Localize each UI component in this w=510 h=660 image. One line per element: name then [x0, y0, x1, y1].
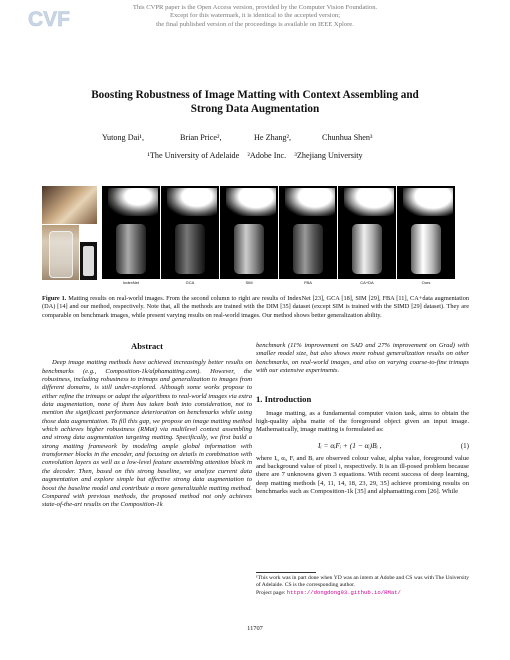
figure-caption — [42, 295, 469, 320]
open-access-banner — [0, 4, 510, 29]
abstract-section — [42, 342, 252, 510]
title-line: Boosting Robustness of Image Matting with Context Assembling and — [91, 89, 419, 101]
caption-label: Figure 1. — [42, 295, 67, 302]
footnote — [256, 575, 469, 597]
intro-paragraph: where Iᵢ, αᵢ, Fᵢ and Bᵢ are observed colour value, alpha value, foreground value and background value of pixel i, respectively. It is an ill-posed problem because there are 7 unknowns given 3 equations. With recent success of deep learning, deep matting methods [4, 11, 14, 18, 23, 29, 35] achieve promising results on benchmarks such as Composition-1k [35] and alphamatting.com [26]. While — [256, 454, 469, 496]
input-photo-hair — [42, 186, 97, 224]
introduction-heading: 1. Introduction — [256, 394, 312, 405]
affiliations: ¹The University of Adelaide ²Adobe Inc. ³Zhejiang University — [147, 151, 363, 160]
figure-1 — [42, 186, 469, 286]
figure-column-label: SIM — [245, 280, 253, 285]
result-ours — [397, 186, 455, 279]
result-indexnet — [102, 186, 160, 279]
figure-column-label: GCA — [185, 280, 195, 285]
figure-column-label: FBA — [304, 280, 312, 285]
banner-line: the final published version of the proceedings is available on IEEE Xplore. — [156, 20, 354, 28]
input-trimap — [80, 242, 97, 280]
input-photo-jar — [42, 225, 79, 280]
title-line: Strong Data Augmentation — [190, 103, 320, 115]
result-sim — [220, 186, 278, 279]
equation-text: Iᵢ = αᵢFᵢ + (1 − αᵢ)Bᵢ , — [318, 440, 382, 450]
result-ca-da — [338, 186, 396, 279]
caption-text: Matting results on real-world images. From the second column to right are results of IndexNet [23], GCA [18], SIM [29], FBA [11], CA+data augmentation (DA) [14] and our method, respectively. Note that, all the methods are trained with the DIM [35] dataset (except SIM is trained with the SIMD [29] dataset). They are comparable on benchmark images, while present varying results on real-world images. Our method shows better generalization ability. — [42, 295, 469, 319]
paper-title — [0, 88, 510, 116]
banner-line: This CVPR paper is the Open Access version, provided by the Computer Vision Foundation. — [132, 4, 378, 11]
abstract-heading: Abstract — [131, 341, 163, 351]
project-page-label: Project page: — [256, 590, 286, 596]
intro-paragraph: Image matting, as a fundamental computer vision task, aims to obtain the high-quality alpha matte of the foreground object given an input image. Mathematically, image matting is formulated as: — [256, 409, 469, 434]
author: Yutong Dai¹, — [102, 133, 145, 142]
author: He Zhang², — [254, 133, 292, 142]
abstract-continuation: benchmark (11% improvement on SAD and 27% improvement on Grad) with smaller model size, but also shows more robust generalization results on other benchmarks, on real-world images, and also on varying coarse-to-fine trimaps with our extensive experiments. — [256, 342, 469, 375]
figure-column-label: Ours — [421, 280, 431, 285]
banner-line: Except for this watermark, it is identical to the accepted version; — [169, 12, 341, 20]
equation-1 — [256, 439, 469, 455]
project-page-link[interactable]: https://dongdong93.github.io/RMat/ — [286, 589, 401, 596]
figure-column-label: CA+DA — [360, 280, 374, 285]
right-column — [256, 342, 469, 496]
abstract-text: Deep image matting methods have achieved increasingly better results on benchmarks (e.g., Composition-1k/alphamatting.com). However, the robustness, including robustness to trimaps and generalization to images from different domains, is still under-explored. Although some works propose to either refine the trimaps or adapt the algorithms to real-world images via extra data augmentation, none of them has taken both into consideration, not to mention the significant performance deterioration on benchmarks while using those data augmentation. To fill this gap, we propose an image matting method which achieves higher robustness (RMat) via multilevel context assembling and strong data augmentation targeting matting. Specifically, we first build a strong matting framework by modeling ample global information with transformer blocks in the encoder, and focusing on details in combination with convolution layers as well as a low-level feature assembling attention block in the decoder. Then, based on this strong baseline, we analyze current data augmentation and explore simple but effective strong data augmentation to boost the baseline model and contribute a more generalizable matting method. Compared with previous methods, the proposed method not only achieves state-of-the-art results on the Composition-1k — [42, 359, 252, 509]
footnote-text: ¹This work was in part done when YD was an intern at Adobe and CS was with The University of Adelaide. CS is the corresponding author. — [256, 575, 469, 588]
page-number: 11707 — [247, 625, 263, 632]
svg-text:CVF: CVF — [28, 8, 70, 30]
author: Chunhua Shen³ — [322, 133, 373, 142]
figure-column-label: IndexNet — [122, 280, 139, 285]
result-fba — [279, 186, 337, 279]
author: Brian Price², — [180, 133, 222, 142]
project-page — [256, 589, 469, 597]
result-gca — [161, 186, 219, 279]
footnote-rule — [256, 572, 316, 573]
equation-number: (1) — [460, 441, 469, 450]
